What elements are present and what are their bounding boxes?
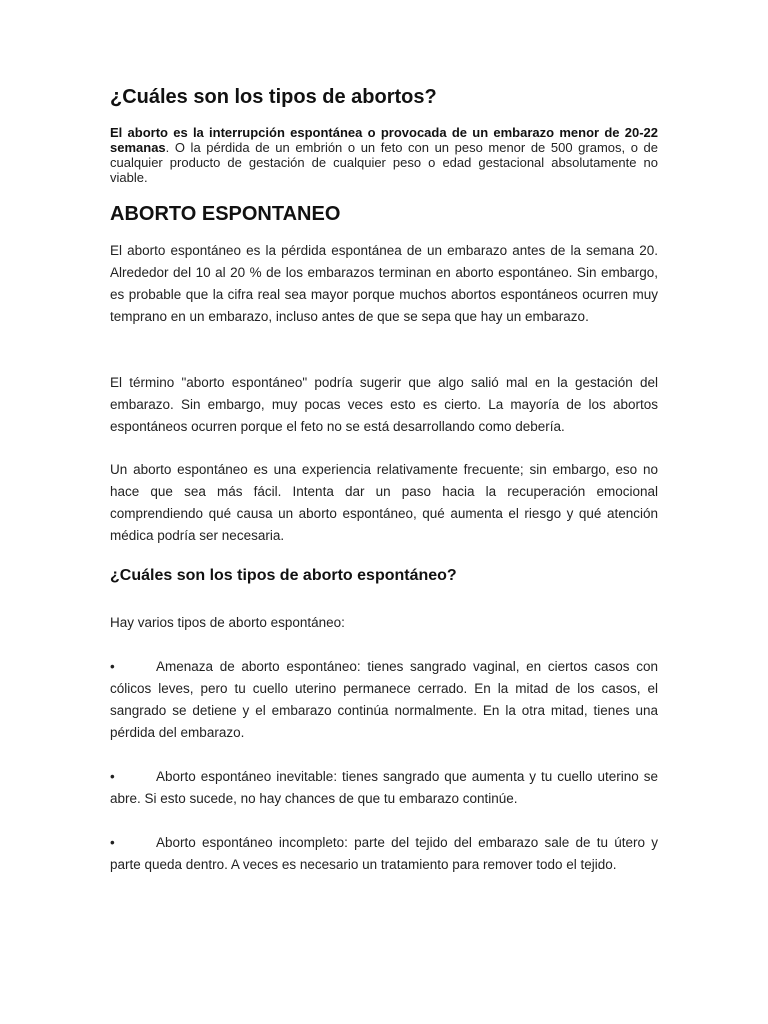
- list-item: [110, 766, 658, 810]
- bullet-icon: •: [110, 659, 115, 674]
- document-title: ¿Cuáles son los tipos de abortos?: [110, 86, 437, 108]
- paragraph-term-meaning: El término "aborto espontáneo" podría sugerir que algo salió mal en la gestación del embarazo. Sin embargo, muy pocas veces esto es cierto. La mayoría de los abortos espontáneos ocurren porque el feto no se está desarrollando como debería.: [110, 375, 658, 434]
- list-item-text: Aborto espontáneo inevitable: tienes sangrado que aumenta y tu cuello uterino se abre. Si esto sucede, no hay chances de que tu embarazo continúe.: [110, 769, 658, 806]
- intro-definition: El aborto es la interrupción espontánea o provocada de un embarazo menor de 20-22 semanas: [110, 125, 658, 155]
- paragraph-definition: El aborto espontáneo es la pérdida espontánea de un embarazo antes de la semana 20. Alrededor del 10 al 20 % de los embarazos terminan en aborto espontáneo. Sin embargo, es probable que la cifra real sea mayor porque muchos abortos espontáneos ocurren muy temprano en un embarazo, incluso antes de que se sepa que hay un embarazo.: [110, 243, 658, 324]
- bullet-icon: •: [110, 835, 115, 850]
- list-item-text: Amenaza de aborto espontáneo: tienes sangrado vaginal, en ciertos casos con cólicos leves, pero tu cuello uterino permanece cerrado. En la mitad de los casos, el sangrado se detiene y el embarazo continúa normalmente. En la otra mitad, tienes una pérdida del embarazo.: [110, 659, 658, 740]
- intro-paragraph: [110, 125, 658, 185]
- section-heading: ABORTO ESPONTANEO: [110, 203, 341, 225]
- intro-detail: . O la pérdida de un embrión o un feto con un peso menor de 500 gramos, o de cualquier producto de gestación de cualquier peso o edad gestacional absolutamente no viable.: [110, 140, 658, 185]
- list-item: [110, 832, 658, 876]
- list-item-text: Aborto espontáneo incompleto: parte del tejido del embarazo sale de tu útero y parte queda dentro. A veces es necesario un tratamiento para remover todo el tejido.: [110, 835, 658, 872]
- list-intro: Hay varios tipos de aborto espontáneo:: [110, 615, 345, 630]
- bullet-icon: •: [110, 769, 115, 784]
- list-item: [110, 656, 658, 744]
- paragraph-experience: Un aborto espontáneo es una experiencia relativamente frecuente; sin embargo, eso no hace que sea más fácil. Intenta dar un paso hacia la recuperación emocional comprendiendo qué causa un aborto espontáneo, qué aumenta el riesgo y qué atención médica podría ser necesaria.: [110, 462, 658, 543]
- sub-heading: ¿Cuáles son los tipos de aborto espontáneo?: [110, 567, 457, 584]
